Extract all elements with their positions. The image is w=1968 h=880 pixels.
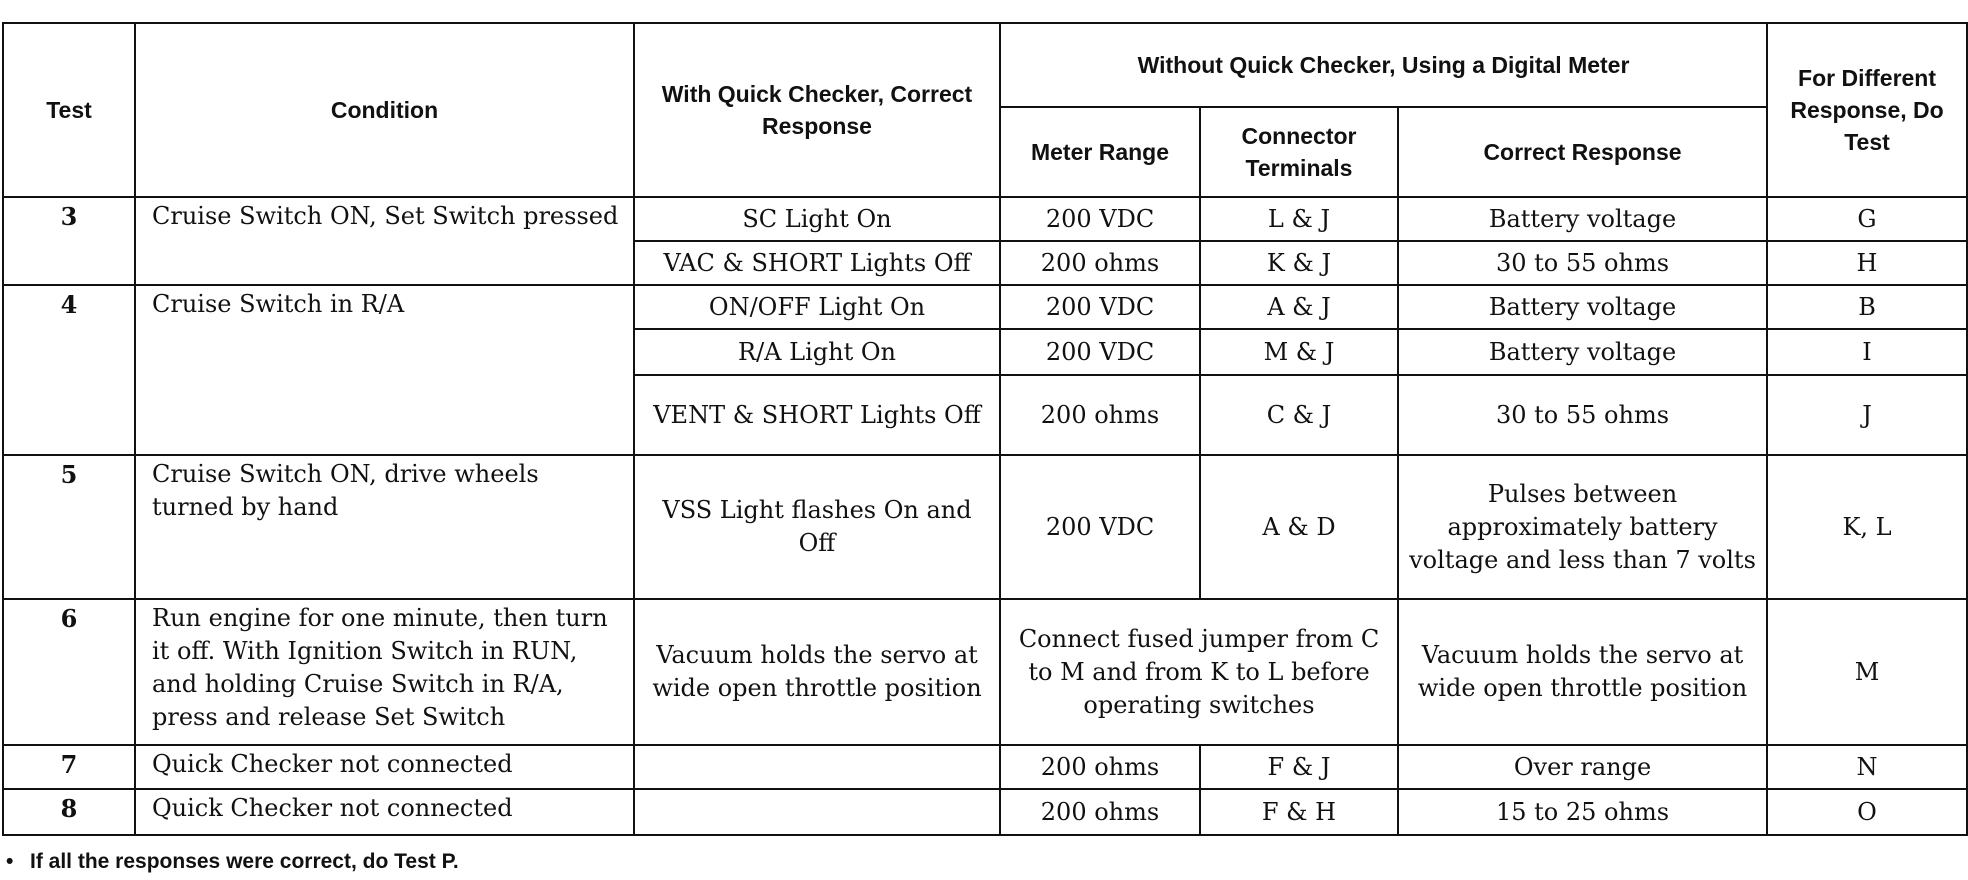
connector-terminals: C & J <box>1200 375 1398 455</box>
correct-response: Over range <box>1398 745 1767 789</box>
cruise-control-test-table <box>2 22 1968 836</box>
quick-checker-response: VSS Light flashes On and Off <box>634 455 1000 599</box>
correct-response: Battery voltage <box>1398 197 1767 241</box>
test-number: 3 <box>3 197 135 285</box>
meter-instruction: Connect fused jumper from C to M and from K to L before operating switches <box>1000 599 1398 745</box>
quick-checker-response <box>634 745 1000 789</box>
test-number: 7 <box>3 745 135 789</box>
condition-cell: Cruise Switch ON, Set Switch pressed <box>135 197 634 285</box>
quick-checker-response: VAC & SHORT Lights Off <box>634 241 1000 285</box>
condition-cell: Quick Checker not connected <box>135 789 634 835</box>
table-row <box>3 745 1967 789</box>
next-test: N <box>1767 745 1967 789</box>
next-test: K, L <box>1767 455 1967 599</box>
connector-terminals: A & J <box>1200 285 1398 329</box>
header-row-top <box>3 23 1967 107</box>
table-row <box>3 197 1967 241</box>
test-number: 8 <box>3 789 135 835</box>
condition-cell: Cruise Switch in R/A <box>135 285 634 455</box>
test-number: 4 <box>3 285 135 455</box>
header-meter-range: Meter Range <box>1000 107 1200 197</box>
test-number: 5 <box>3 455 135 599</box>
meter-range: 200 VDC <box>1000 197 1200 241</box>
correct-response: 15 to 25 ohms <box>1398 789 1767 835</box>
quick-checker-response: R/A Light On <box>634 329 1000 375</box>
header-for-different-response: For Different Response, Do Test <box>1767 23 1967 197</box>
correct-response: Battery voltage <box>1398 285 1767 329</box>
next-test: J <box>1767 375 1967 455</box>
next-test: I <box>1767 329 1967 375</box>
quick-checker-response: ON/OFF Light On <box>634 285 1000 329</box>
table-row <box>3 285 1967 329</box>
correct-response: Battery voltage <box>1398 329 1767 375</box>
quick-checker-response <box>634 789 1000 835</box>
header-correct-response: Correct Response <box>1398 107 1767 197</box>
table-row <box>3 599 1967 745</box>
meter-range: 200 ohms <box>1000 375 1200 455</box>
table-row <box>3 789 1967 835</box>
correct-response: Vacuum holds the servo at wide open throttle position <box>1398 599 1767 745</box>
meter-range: 200 ohms <box>1000 745 1200 789</box>
header-connector-terminals: Connector Terminals <box>1200 107 1398 197</box>
meter-range: 200 VDC <box>1000 329 1200 375</box>
meter-range: 200 ohms <box>1000 789 1200 835</box>
next-test: O <box>1767 789 1967 835</box>
connector-terminals: M & J <box>1200 329 1398 375</box>
correct-response: Pulses between approximately battery voltage and less than 7 volts <box>1398 455 1767 599</box>
next-test: H <box>1767 241 1967 285</box>
footnote-text: If all the responses were correct, do Test P. <box>30 850 459 873</box>
quick-checker-response: VENT & SHORT Lights Off <box>634 375 1000 455</box>
connector-terminals: F & J <box>1200 745 1398 789</box>
header-with-quick-checker: With Quick Checker, Correct Response <box>634 23 1000 197</box>
header-without-quick-checker: Without Quick Checker, Using a Digital Meter <box>1000 23 1767 107</box>
condition-cell: Quick Checker not connected <box>135 745 634 789</box>
connector-terminals: A & D <box>1200 455 1398 599</box>
meter-range: 200 VDC <box>1000 285 1200 329</box>
footnote <box>6 850 459 874</box>
connector-terminals: F & H <box>1200 789 1398 835</box>
bullet-icon: • <box>6 850 14 873</box>
condition-cell: Cruise Switch ON, drive wheels turned by hand <box>135 455 634 599</box>
table-row <box>3 455 1967 599</box>
quick-checker-response: SC Light On <box>634 197 1000 241</box>
next-test: B <box>1767 285 1967 329</box>
quick-checker-response: Vacuum holds the servo at wide open throttle position <box>634 599 1000 745</box>
condition-cell: Run engine for one minute, then turn it off. With Ignition Switch in RUN, and holding Cruise Switch in R/A, press and release Set Switch <box>135 599 634 745</box>
test-number: 6 <box>3 599 135 745</box>
correct-response: 30 to 55 ohms <box>1398 375 1767 455</box>
header-condition: Condition <box>135 23 634 197</box>
connector-terminals: K & J <box>1200 241 1398 285</box>
cruise-control-test-table-container <box>2 22 1966 836</box>
correct-response: 30 to 55 ohms <box>1398 241 1767 285</box>
meter-range: 200 VDC <box>1000 455 1200 599</box>
header-test: Test <box>3 23 135 197</box>
next-test: G <box>1767 197 1967 241</box>
meter-range: 200 ohms <box>1000 241 1200 285</box>
connector-terminals: L & J <box>1200 197 1398 241</box>
next-test: M <box>1767 599 1967 745</box>
